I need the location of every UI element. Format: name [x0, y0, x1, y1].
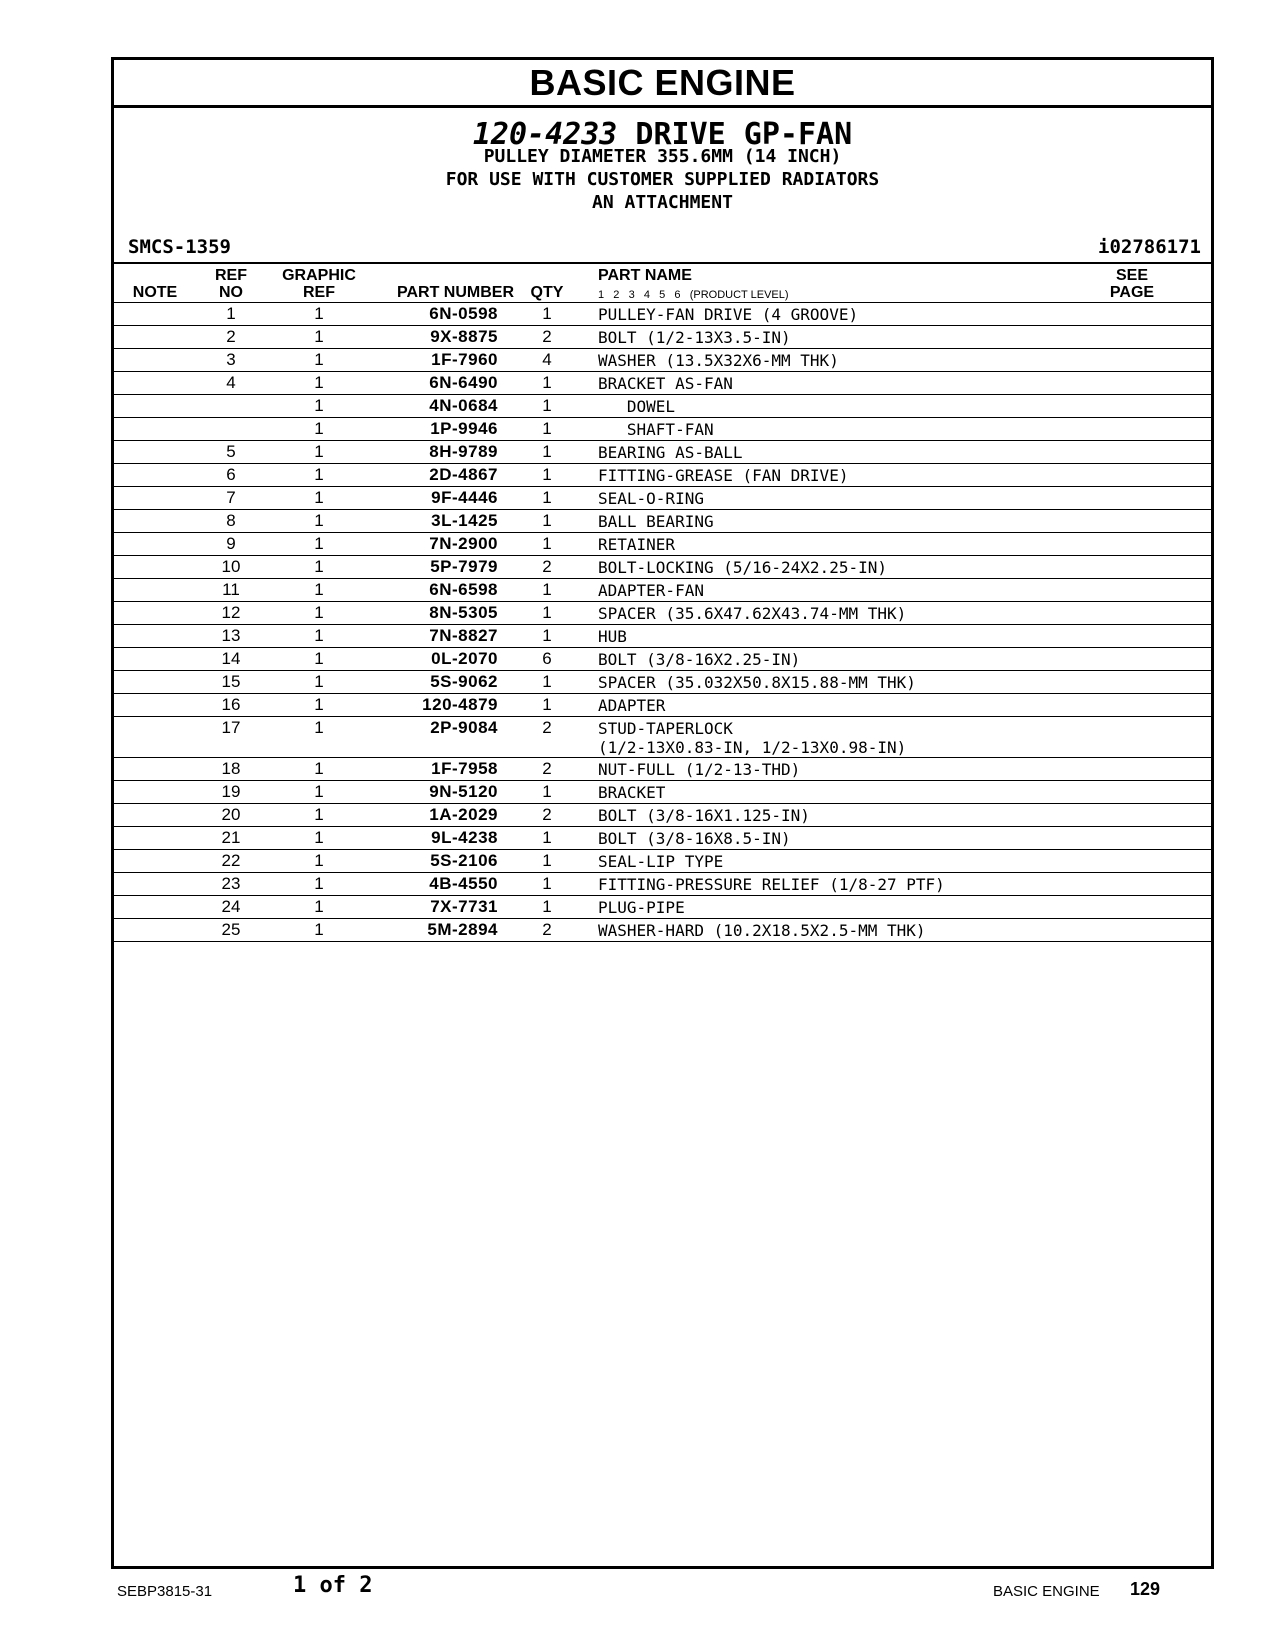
- part-number-cell: 6N-6598: [429, 580, 498, 599]
- graphic-ref-cell: 1: [314, 672, 324, 691]
- graphic-ref-cell: 1: [314, 304, 324, 323]
- ref-no-cell: 23: [221, 874, 241, 893]
- table-row: [114, 602, 1211, 625]
- header-top-rule: [114, 262, 1211, 264]
- part-name-cell: NUT-FULL (1/2-13-THD): [598, 760, 801, 779]
- ref-no-cell: 10: [221, 557, 241, 576]
- graphic-ref-cell: 1: [314, 534, 324, 553]
- ref-no-cell: 3: [226, 350, 236, 369]
- graphic-ref-cell: 1: [314, 782, 324, 801]
- part-number-cell: 9X-8875: [430, 327, 498, 346]
- ref-no-cell: 13: [221, 626, 241, 645]
- part-name-cell: SHAFT-FAN: [598, 420, 714, 439]
- graphic-ref-cell: 1: [314, 419, 324, 438]
- part-number-cell: 0L-2070: [431, 649, 498, 668]
- qty-cell: 2: [542, 805, 552, 824]
- qty-cell: 1: [542, 511, 552, 530]
- qty-cell: 1: [542, 695, 552, 714]
- col-header-note: NOTE: [132, 284, 178, 301]
- table-row: [114, 758, 1211, 781]
- part-name-cell: HUB: [598, 627, 627, 646]
- part-name-cell: ADAPTER-FAN: [598, 581, 704, 600]
- qty-cell: 1: [542, 851, 552, 870]
- graphic-ref-cell: 1: [314, 897, 324, 916]
- parts-table: [114, 303, 1211, 942]
- part-number-cell: 1P-9946: [430, 419, 498, 438]
- table-row: [114, 781, 1211, 804]
- qty-cell: 2: [542, 718, 552, 737]
- part-name-cell: DOWEL: [598, 397, 676, 416]
- ref-no-cell: 2: [226, 327, 236, 346]
- table-row: [114, 418, 1211, 441]
- col-header-graphic-line2: REF: [303, 284, 335, 301]
- part-name-cell: STUD-TAPERLOCK (1/2-13X0.83-IN, 1/2-13X0.98-IN): [598, 719, 907, 757]
- table-row: [114, 441, 1211, 464]
- graphic-ref-cell: 1: [314, 465, 324, 484]
- qty-cell: 1: [542, 828, 552, 847]
- table-row: [114, 873, 1211, 896]
- qty-cell: 2: [542, 327, 552, 346]
- product-level-labels: 1 2 3 4 5 6 (PRODUCT LEVEL): [598, 289, 789, 301]
- qty-cell: 6: [542, 649, 552, 668]
- part-name-cell: WASHER (13.5X32X6-MM THK): [598, 351, 839, 370]
- part-number-cell: 5S-9062: [430, 672, 498, 691]
- part-number-cell: 8N-5305: [429, 603, 498, 622]
- qty-cell: 1: [542, 874, 552, 893]
- table-row: [114, 464, 1211, 487]
- table-row: [114, 694, 1211, 717]
- qty-cell: 1: [542, 580, 552, 599]
- ref-no-cell: 19: [221, 782, 241, 801]
- ref-no-cell: 16: [221, 695, 241, 714]
- part-number-cell: 5M-2894: [427, 920, 498, 939]
- ref-no-cell: 6: [226, 465, 236, 484]
- table-row: [114, 395, 1211, 418]
- qty-cell: 1: [542, 534, 552, 553]
- ref-no-cell: 1: [226, 304, 236, 323]
- graphic-ref-cell: 1: [314, 920, 324, 939]
- table-row: [114, 349, 1211, 372]
- table-row: [114, 625, 1211, 648]
- part-name-cell: BOLT (3/8-16X2.25-IN): [598, 650, 801, 669]
- part-name-cell: SEAL-LIP TYPE: [598, 852, 724, 871]
- group-subtitle: AN ATTACHMENT: [592, 192, 733, 213]
- ref-no-cell: 20: [221, 805, 241, 824]
- col-header-see-line2: PAGE: [1109, 284, 1155, 301]
- table-row: [114, 850, 1211, 873]
- part-number-cell: 9N-5120: [429, 782, 498, 801]
- graphic-ref-cell: 1: [314, 327, 324, 346]
- table-row: [114, 804, 1211, 827]
- part-name-cell: PLUG-PIPE: [598, 898, 685, 917]
- part-name-cell: BOLT (1/2-13X3.5-IN): [598, 328, 791, 347]
- ref-no-cell: 5: [226, 442, 236, 461]
- qty-cell: 2: [542, 557, 552, 576]
- ref-no-cell: 25: [221, 920, 241, 939]
- part-name-cell: BOLT-LOCKING (5/16-24X2.25-IN): [598, 558, 887, 577]
- col-header-graphic-ref: [274, 267, 364, 301]
- ref-no-cell: 24: [221, 897, 241, 916]
- part-name-cell: BOLT (3/8-16X1.125-IN): [598, 806, 810, 825]
- part-number-cell: 6N-0598: [429, 304, 498, 323]
- graphic-ref-cell: 1: [314, 488, 324, 507]
- table-row: [114, 579, 1211, 602]
- col-header-ref-no: [206, 267, 256, 301]
- table-row: [114, 303, 1211, 326]
- part-name-cell: FITTING-PRESSURE RELIEF (1/8-27 PTF): [598, 875, 945, 894]
- part-number-cell: 9L-4238: [431, 828, 498, 847]
- ref-no-cell: 18: [221, 759, 241, 778]
- table-row: [114, 671, 1211, 694]
- qty-cell: 1: [542, 626, 552, 645]
- col-header-see-page: [1092, 267, 1172, 301]
- part-number-cell: 3L-1425: [431, 511, 498, 530]
- part-number-cell: 5P-7979: [430, 557, 498, 576]
- table-row: [114, 648, 1211, 671]
- ref-no-cell: 22: [221, 851, 241, 870]
- ref-no-cell: 17: [221, 718, 241, 737]
- part-name-cell: BRACKET: [598, 783, 666, 802]
- smcs-code: SMCS-1359: [128, 236, 231, 258]
- part-number-cell: 7N-2900: [429, 534, 498, 553]
- group-subtitle: FOR USE WITH CUSTOMER SUPPLIED RADIATORS: [445, 169, 880, 190]
- qty-cell: 2: [542, 920, 552, 939]
- part-name-cell: ADAPTER: [598, 696, 666, 715]
- graphic-ref-cell: 1: [314, 695, 324, 714]
- graphic-ref-cell: 1: [314, 828, 324, 847]
- part-number-cell: 4N-0684: [429, 396, 498, 415]
- part-name-cell: SEAL-O-RING: [598, 489, 704, 508]
- part-number-cell: 6N-6490: [429, 373, 498, 392]
- part-number-cell: 2D-4867: [429, 465, 498, 484]
- table-row: [114, 896, 1211, 919]
- part-number-cell: 2P-9084: [430, 718, 498, 737]
- qty-cell: 1: [542, 304, 552, 323]
- ref-no-cell: 15: [221, 672, 241, 691]
- ref-no-cell: 8: [226, 511, 236, 530]
- graphic-ref-cell: 1: [314, 649, 324, 668]
- ref-no-cell: 14: [221, 649, 241, 668]
- graphic-ref-cell: 1: [314, 442, 324, 461]
- part-name-cell: BEARING AS-BALL: [598, 443, 743, 462]
- graphic-ref-cell: 1: [314, 511, 324, 530]
- part-number-cell: 5S-2106: [430, 851, 498, 870]
- part-number-cell: 7N-8827: [429, 626, 498, 645]
- qty-cell: 1: [542, 419, 552, 438]
- group-subtitle: PULLEY DIAMETER 355.6MM (14 INCH): [483, 146, 842, 167]
- col-header-graphic-line1: GRAPHIC: [282, 267, 356, 284]
- graphic-ref-cell: 1: [314, 373, 324, 392]
- part-number-cell: 1A-2029: [429, 805, 498, 824]
- qty-cell: 4: [542, 350, 552, 369]
- table-row: [114, 919, 1211, 942]
- col-header-ref-line1: REF: [215, 267, 247, 284]
- qty-cell: 1: [542, 465, 552, 484]
- graphic-ref-cell: 1: [314, 557, 324, 576]
- ref-no-cell: 11: [222, 580, 240, 599]
- graphic-ref-cell: 1: [314, 805, 324, 824]
- footer-doc-id: SEBP3815-31: [117, 1583, 213, 1600]
- illustration-id: i02786171: [1098, 236, 1201, 258]
- group-number: 120-4233: [472, 117, 618, 152]
- part-number-cell: 1F-7960: [431, 350, 498, 369]
- graphic-ref-cell: 1: [314, 396, 324, 415]
- page-frame: [111, 57, 1214, 1569]
- part-number-cell: 1F-7958: [431, 759, 498, 778]
- table-row: [114, 533, 1211, 556]
- table-row: [114, 372, 1211, 395]
- part-number-cell: 4B-4550: [429, 874, 498, 893]
- graphic-ref-cell: 1: [314, 350, 324, 369]
- part-name-cell: RETAINER: [598, 535, 676, 554]
- part-name-cell: BOLT (3/8-16X8.5-IN): [598, 829, 791, 848]
- table-row: [114, 556, 1211, 579]
- part-name-cell: BRACKET AS-FAN: [598, 374, 733, 393]
- table-row: [114, 510, 1211, 533]
- qty-cell: 1: [542, 396, 552, 415]
- table-row: [114, 827, 1211, 850]
- part-number-cell: 9F-4446: [431, 488, 498, 507]
- part-name-cell: PULLEY-FAN DRIVE (4 GROOVE): [598, 305, 859, 324]
- graphic-ref-cell: 1: [314, 759, 324, 778]
- part-number-cell: 8H-9789: [429, 442, 498, 461]
- part-name-cell: SPACER (35.6X47.62X43.74-MM THK): [598, 604, 907, 623]
- ref-no-cell: 9: [226, 534, 236, 553]
- qty-cell: 1: [542, 672, 552, 691]
- part-name-cell: WASHER-HARD (10.2X18.5X2.5-MM THK): [598, 921, 926, 940]
- graphic-ref-cell: 1: [314, 851, 324, 870]
- col-header-ref-line2: NO: [219, 284, 243, 301]
- qty-cell: 1: [542, 603, 552, 622]
- qty-cell: 1: [542, 897, 552, 916]
- graphic-ref-cell: 1: [314, 626, 324, 645]
- qty-cell: 1: [542, 488, 552, 507]
- col-header-see-line1: SEE: [1115, 267, 1148, 284]
- footer-section: BASIC ENGINE: [993, 1583, 1100, 1600]
- graphic-ref-cell: 1: [314, 874, 324, 893]
- footer-page-of: 1 of 2: [293, 1573, 373, 1598]
- qty-cell: 1: [542, 373, 552, 392]
- section-title: BASIC ENGINE: [114, 60, 1211, 108]
- col-header-part-number: PART NUMBER: [396, 284, 514, 301]
- footer-page-number: 129: [1130, 1579, 1161, 1599]
- ref-no-cell: 7: [226, 488, 236, 507]
- group-name: DRIVE GP-FAN: [635, 117, 853, 152]
- graphic-ref-cell: 1: [314, 603, 324, 622]
- col-header-part-name: PART NAME: [598, 267, 692, 284]
- part-number-cell: 120-4879: [422, 695, 498, 714]
- graphic-ref-cell: 1: [314, 718, 324, 737]
- part-name-cell: SPACER (35.032X50.8X15.88-MM THK): [598, 673, 916, 692]
- ref-no-cell: 4: [226, 373, 236, 392]
- qty-cell: 2: [542, 759, 552, 778]
- table-row: [114, 326, 1211, 349]
- part-name-cell: BALL BEARING: [598, 512, 714, 531]
- col-header-qty: QTY: [530, 284, 564, 301]
- table-row: [114, 487, 1211, 510]
- qty-cell: 1: [542, 442, 552, 461]
- ref-no-cell: 12: [221, 603, 241, 622]
- qty-cell: 1: [542, 782, 552, 801]
- ref-no-cell: 21: [221, 828, 241, 847]
- graphic-ref-cell: 1: [314, 580, 324, 599]
- part-name-cell: FITTING-GREASE (FAN DRIVE): [598, 466, 849, 485]
- part-number-cell: 7X-7731: [430, 897, 498, 916]
- table-row: [114, 717, 1211, 758]
